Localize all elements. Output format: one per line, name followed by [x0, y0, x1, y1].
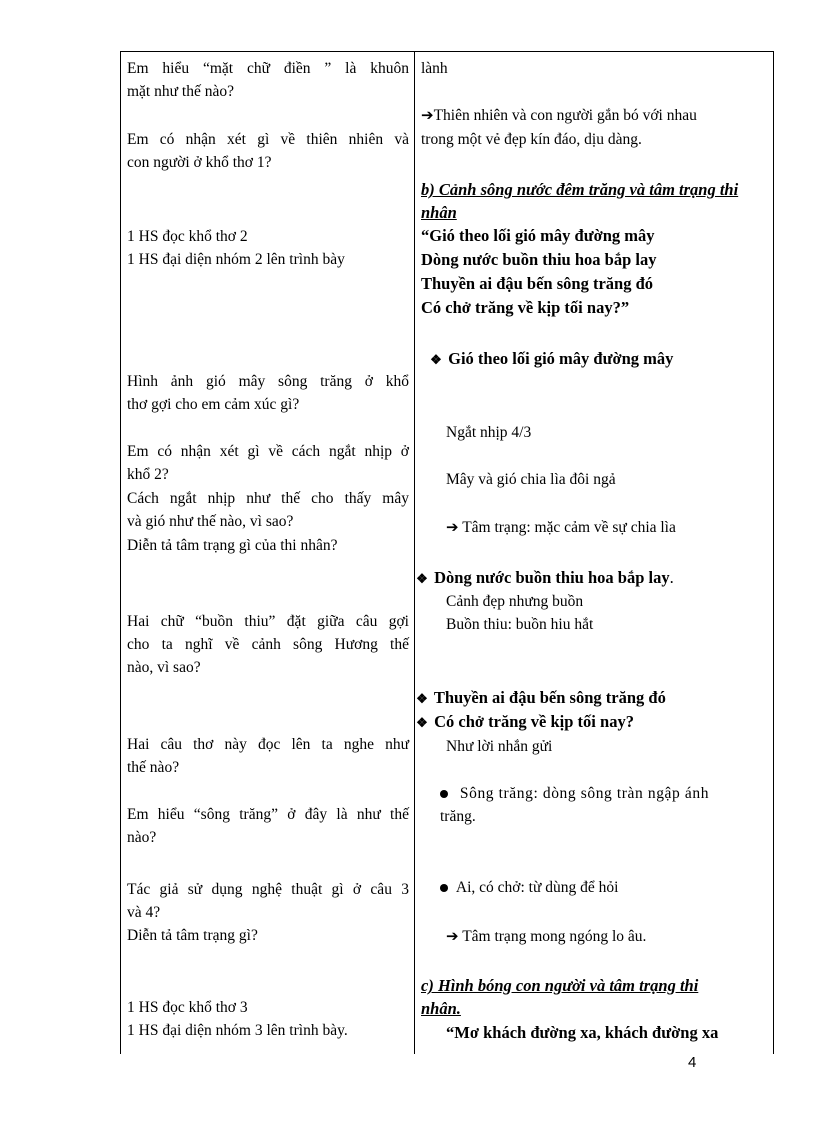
analysis-line — [446, 925, 646, 949]
diamond-bullet-icon: ❖ — [416, 571, 428, 586]
activity-text: 1 HS đọc khổ thơ 3 — [127, 999, 248, 1016]
question-text: Em có nhận xét gì về thiên nhiên và — [127, 131, 409, 148]
analysis-text: Tâm trạng mong ngóng lo âu. — [462, 928, 647, 945]
question-text: Diễn tả tâm trạng gì? — [127, 927, 258, 944]
analysis-text: Mây và gió chia lìa đôi ngả — [446, 471, 616, 488]
poem-bullet — [414, 566, 674, 590]
analysis-text: Buồn thiu: buồn hiu hắt — [446, 616, 594, 633]
analysis-text: Sông trăng: dòng sông tràn ngập ánh — [459, 785, 710, 802]
diamond-bullet-icon: ❖ — [416, 715, 428, 730]
section-heading-c: nhân. — [421, 999, 461, 1018]
table-left-border — [120, 51, 121, 1054]
question-text: thơ gợi cho em cảm xúc gì? — [127, 396, 300, 413]
question-text: con người ở khổ thơ 1? — [127, 154, 272, 171]
poem-line: Có chở trăng về kịp tối nay?” — [421, 298, 630, 317]
question-text: nào, vì sao? — [127, 659, 201, 676]
question-text: Em hiểu “mặt chữ điền ” là khuôn — [127, 60, 409, 77]
question-text: Diễn tả tâm trạng gì của thi nhân? — [127, 537, 338, 554]
section-heading-b: b) Cảnh sông nước đêm trăng và tâm trạng thi — [421, 180, 739, 199]
diamond-bullet-icon: ❖ — [430, 352, 442, 367]
poem-line: Gió theo lối gió mây đường mây — [448, 349, 674, 368]
table-center-border — [414, 51, 415, 1054]
section-heading-c: c) Hình bóng con người và tâm trạng thi — [421, 976, 699, 995]
question-text: khổ 2? — [127, 466, 169, 483]
answer-text: trong một vẻ đẹp kín đáo, dịu dàng. — [421, 131, 642, 148]
poem-line-end: . — [669, 568, 674, 587]
question-text: và gió như thế nào, vì sao? — [127, 513, 294, 530]
question-text: Hai câu thơ này đọc lên ta nghe như — [127, 736, 409, 753]
question-text: Em có nhận xét gì về cách ngắt nhịp ở — [127, 443, 409, 460]
arrow-right-icon: ➔ — [421, 108, 434, 124]
arrow-right-icon: ➔ — [446, 520, 459, 536]
conclusion-line — [421, 104, 769, 128]
poem-line: Thuyền ai đậu bến sông trăng đó — [433, 688, 666, 707]
question-text: mặt như thế nào? — [127, 83, 234, 100]
analysis-text: Tâm trạng: mặc cảm về sự chia lìa — [462, 519, 676, 536]
poem-line: Dòng nước buồn thiu hoa bắp lay — [421, 250, 657, 269]
poem-line: Thuyền ai đậu bến sông trăng đó — [421, 274, 653, 293]
question-text: Hình ảnh gió mây sông trăng ở khổ — [127, 373, 409, 390]
analysis-text: Như lời nhắn gửi — [446, 738, 553, 755]
question-text: nào? — [127, 829, 157, 846]
poem-bullet — [414, 710, 634, 734]
poem-line: “Mơ khách đường xa, khách đường xa — [446, 1023, 719, 1042]
poem-line: Có chở trăng về kịp tối nay? — [434, 712, 634, 731]
answer-text: lành — [421, 60, 448, 77]
question-text: Hai chữ “buồn thiu” đặt giữa câu gợi — [127, 613, 409, 630]
activity-text: 1 HS đại diện nhóm 2 lên trình bày — [127, 251, 345, 268]
analysis-text: Ngắt nhịp 4/3 — [446, 424, 532, 441]
bullet-dot-icon — [440, 790, 448, 798]
arrow-right-icon: ➔ — [446, 929, 459, 945]
diamond-bullet-icon: ❖ — [416, 691, 428, 706]
activity-text: 1 HS đại diện nhóm 3 lên trình bày. — [127, 1022, 348, 1039]
answer-text: Thiên nhiên và con người gắn bó với nhau — [433, 107, 697, 124]
analysis-line — [440, 876, 618, 899]
question-text: Cách ngắt nhịp như thế cho thấy mây — [127, 490, 409, 507]
poem-bullet — [428, 347, 673, 371]
question-text: Em hiểu “sông trăng” ở đây là như thế — [127, 806, 409, 823]
analysis-text: trăng. — [440, 808, 476, 825]
analysis-line — [446, 516, 676, 540]
activity-text: 1 HS đọc khổ thơ 2 — [127, 228, 248, 245]
question-text: Tác giả sử dụng nghệ thuật gì ở câu 3 — [127, 881, 409, 898]
poem-line: Dòng nước buồn thiu hoa bắp lay — [434, 568, 670, 587]
poem-bullet — [414, 686, 666, 710]
bullet-dot-icon — [440, 884, 448, 892]
section-heading-b: nhân — [421, 203, 457, 222]
analysis-line — [440, 782, 768, 805]
table-top-border — [120, 51, 774, 52]
question-text: và 4? — [127, 904, 161, 921]
poem-line: “Gió theo lối gió mây đường mây — [421, 226, 655, 245]
page-number: 4 — [688, 1054, 697, 1071]
analysis-text: Ai, có chở: từ dùng để hỏi — [455, 879, 619, 896]
analysis-text: Cảnh đẹp nhưng buồn — [446, 593, 584, 610]
question-text: thế nào? — [127, 759, 180, 776]
table-right-border — [773, 51, 774, 1054]
question-text: cho ta nghĩ về cảnh sông Hương thế — [127, 636, 409, 653]
